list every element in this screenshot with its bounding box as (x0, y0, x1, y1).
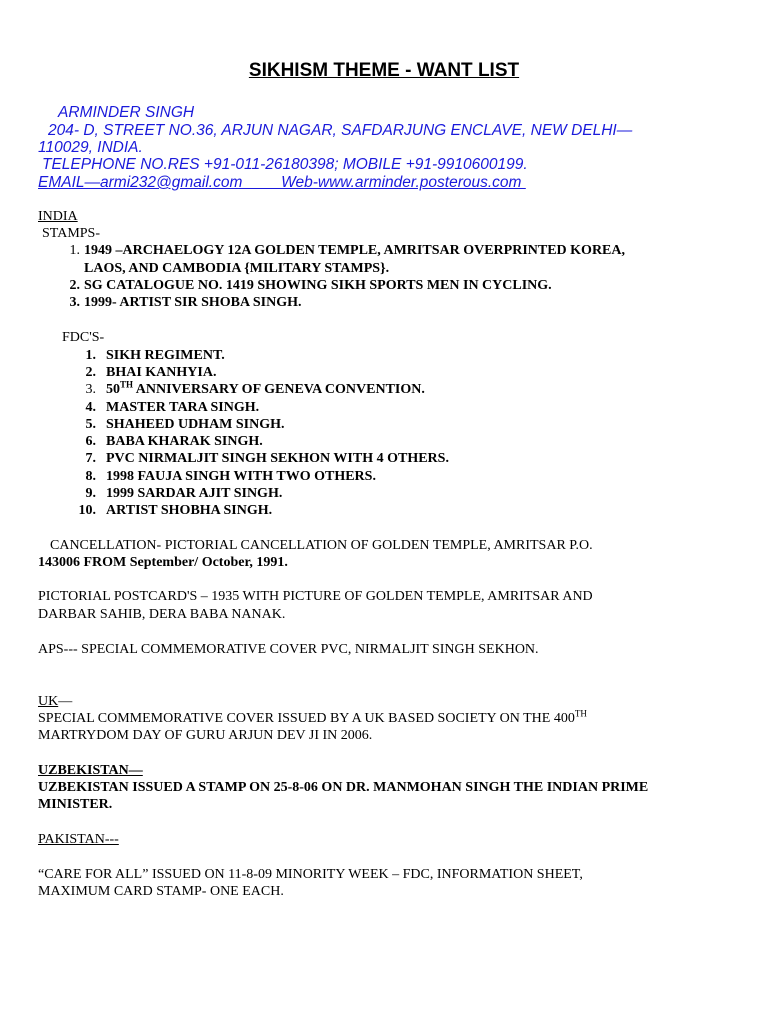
list-number: 9. (85, 486, 96, 501)
list-item: SIKH REGIMENT. (106, 348, 225, 363)
uzbekistan-heading: UZBEKISTAN— (38, 763, 143, 778)
list-number: 2. (85, 365, 96, 380)
india-heading: INDIA (38, 209, 78, 224)
list-item: PVC NIRMALJIT SINGH SEKHON WITH 4 OTHERS. (106, 451, 449, 466)
contact-email-web: EMAIL—armi232@gmail.com Web-www.arminder.posterous.com (38, 174, 526, 191)
list-item-continued: LAOS, AND CAMBODIA {MILITARY STAMPS}. (84, 261, 390, 276)
postcard-line1: PICTORIAL POSTCARD'S – 1935 WITH PICTURE OF GOLDEN TEMPLE, AMRITSAR AND (38, 589, 593, 604)
pakistan-line1: “CARE FOR ALL” ISSUED ON 11-8-09 MINORITY WEEK – FDC, INFORMATION SHEET, (38, 867, 583, 882)
cancellation-line2: 143006 FROM September/ October, 1991. (38, 555, 288, 570)
list-item: 1999 SARDAR AJIT SINGH. (106, 486, 283, 501)
aps-line: APS--- SPECIAL COMMEMORATIVE COVER PVC, NIRMALJIT SINGH SEKHON. (38, 642, 539, 657)
contact-name: ARMINDER SINGH (58, 104, 195, 121)
uk-line2: MARTRYDOM DAY OF GURU ARJUN DEV JI IN 2006. (38, 728, 373, 743)
list-item: 50TH ANNIVERSARY OF GENEVA CONVENTION. (106, 379, 425, 397)
list-item: ARTIST SHOBHA SINGH. (106, 503, 273, 518)
postcard-line2: DARBAR SAHIB, DERA BABA NANAK. (38, 607, 286, 622)
list-number: 6. (85, 434, 96, 449)
list-number: 7. (85, 451, 96, 466)
list-number: 3. (69, 295, 80, 310)
list-number: 8. (85, 469, 96, 484)
list-item: BABA KHARAK SINGH. (106, 434, 263, 449)
contact-address-line2: 110029, INDIA. (38, 139, 143, 156)
stamps-label: STAMPS- (42, 226, 101, 241)
uk-heading: UK— (38, 694, 73, 709)
list-item: SG CATALOGUE NO. 1419 SHOWING SIKH SPORTS MEN IN CYCLING. (84, 278, 552, 293)
cancellation-line1: CANCELLATION- PICTORIAL CANCELLATION OF GOLDEN TEMPLE, AMRITSAR P.O. (50, 538, 593, 553)
pakistan-line2: MAXIMUM CARD STAMP- ONE EACH. (38, 884, 284, 899)
list-number: 5. (85, 417, 96, 432)
list-item: SHAHEED UDHAM SINGH. (106, 417, 285, 432)
list-number: 1. (69, 243, 80, 258)
uzbekistan-line2: MINISTER. (38, 797, 113, 812)
list-item: 1949 –ARCHAELOGY 12A GOLDEN TEMPLE, AMRITSAR OVERPRINTED KOREA, (84, 243, 626, 258)
document-title: SIKHISM THEME - WANT LIST (248, 60, 520, 81)
contact-telephone: TELEPHONE NO.RES +91-011-26180398; MOBILE +91-9910600199. (42, 156, 528, 173)
list-item: MASTER TARA SINGH. (106, 400, 260, 415)
list-item: 1998 FAUJA SINGH WITH TWO OTHERS. (106, 469, 376, 484)
contact-address-line1: 204- D, STREET NO.36, ARJUN NAGAR, SAFDARJUNG ENCLAVE, NEW DELHI— (48, 122, 633, 139)
list-item: 1999- ARTIST SIR SHOBA SINGH. (84, 295, 302, 310)
fdc-label: FDC'S- (62, 330, 105, 345)
list-number: 1. (85, 348, 96, 363)
list-number: 10. (78, 503, 96, 518)
uzbekistan-line1: UZBEKISTAN ISSUED A STAMP ON 25-8-06 ON DR. MANMOHAN SINGH THE INDIAN PRIME (38, 780, 649, 795)
list-number: 2. (69, 278, 80, 293)
list-number: 4. (85, 400, 96, 415)
pakistan-heading: PAKISTAN--- (38, 832, 119, 847)
list-item: BHAI KANHYIA. (106, 365, 217, 380)
list-number: 3. (85, 382, 96, 397)
uk-line1: SPECIAL COMMEMORATIVE COVER ISSUED BY A UK BASED SOCIETY ON THE 400TH (38, 708, 587, 726)
